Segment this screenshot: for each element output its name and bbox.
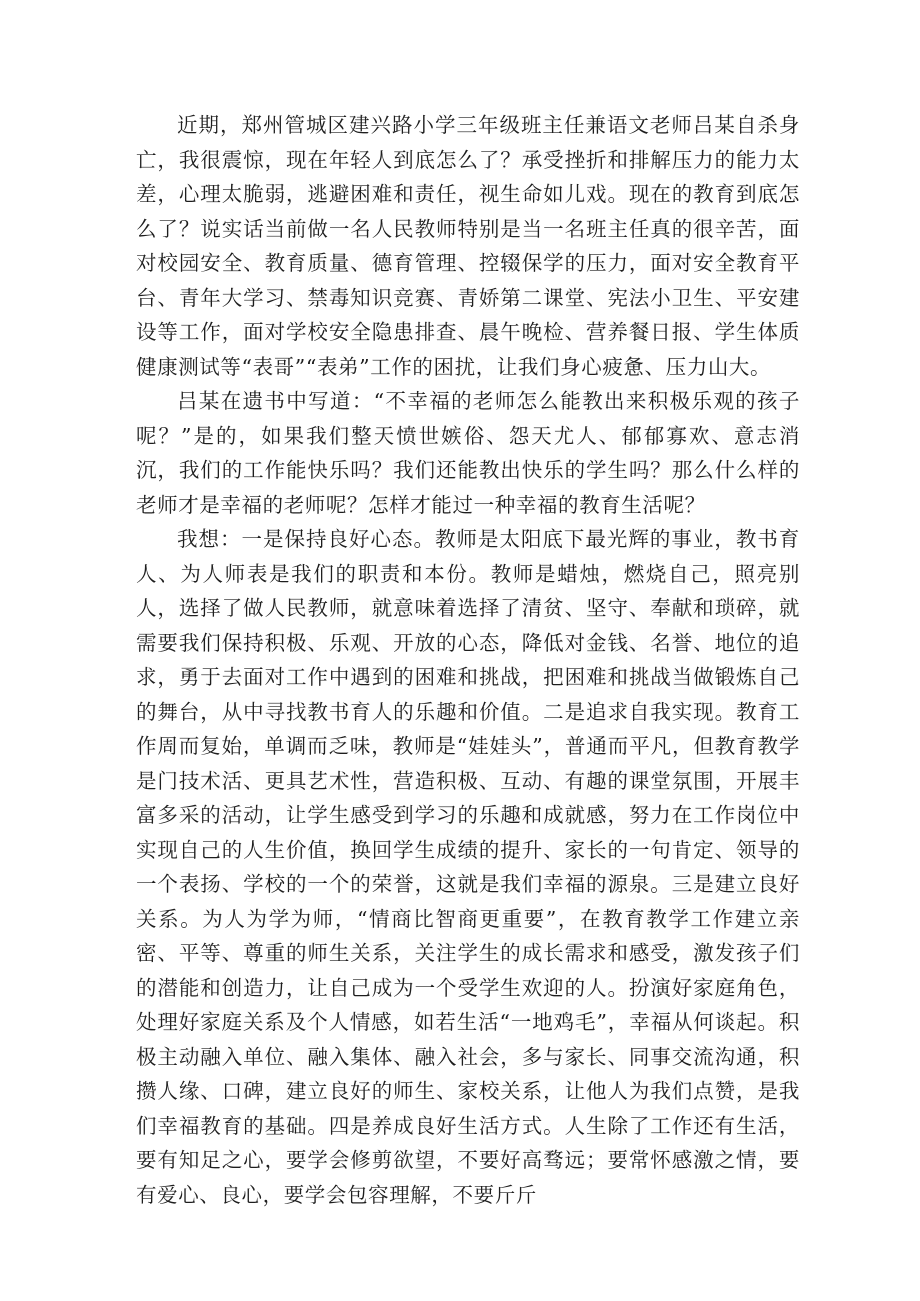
paragraph-2: 吕某在遗书中写道：“不幸福的老师怎么能教出来积极乐观的孩子呢？”是的，如果我们整天愤世嫉俗、怨天尤人、郁郁寡欢、意志消沉，我们的工作能快乐吗？我们还能教出快乐的学生吗？那么什么样的老师才是幸福的老师呢？怎样才能过一种幸福的教育生活呢？ <box>136 389 800 517</box>
paragraph-1: 近期，郑州管城区建兴路小学三年级班主任兼语文老师吕某自杀身亡，我很震惊，现在年轻人到底怎么了？承受挫折和排解压力的能力太差，心理太脆弱，逃避困难和责任，视生命如儿戏。现在的教育到底怎么了？说实话当前做一名人民教师特别是当一名班主任真的很辛苦，面对校园安全、教育质量、德育管理、控辍保学的压力，面对安全教育平台、青年大学习、禁毒知识竞赛、青娇第二课堂、宪法小卫生、平安建设等工作，面对学校安全隐患排查、晨午晚检、营养餐日报、学生体质健康测试等“表哥”“表弟”工作的困扰，让我们身心疲惫、压力山大。 <box>136 113 800 379</box>
paragraph-3: 我想：一是保持良好心态。教师是太阳底下最光辉的事业，教书育人、为人师表是我们的职责和本份。教师是蜡烛，燃烧自己，照亮别人，选择了做人民教师，就意味着选择了清贫、坚守、奉献和琐碎，就需要我们保持积极、乐观、开放的心态，降低对金钱、名誉、地位的追求，勇于去面对工作中遇到的困难和挑战，把困难和挑战当做锻炼自己的舞台，从中寻找教书育人的乐趣和价值。二是追求自我实现。教育工作周而复始，单调而乏味，教师是“娃娃头”，普通而平凡，但教育教学是门技术活、更具艺术性，营造积极、互动、有趣的课堂氛围，开展丰富多采的活动，让学生感受到学习的乐趣和成就感，努力在工作岗位中实现自己的人生价值，换回学生成绩的提升、家长的一句肯定、领导的一个表扬、学校的一个的荣誉，这就是我们幸福的源泉。三是建立良好关系。为人为学为师，“情商比智商更重要”，在教育教学工作建立亲密、平等、尊重的师生关系，关注学生的成长需求和感受，激发孩子们的潜能和创造力，让自己成为一个受学生欢迎的人。扮演好家庭角色，处理好家庭关系及个人情感，如若生活“一地鸡毛”，幸福从何谈起。积极主动融入单位、融入集体、融入社会，多与家长、同事交流沟通，积攒人缘、口碑，建立良好的师生、家校关系，让他人为我们点赞，是我们幸福教育的基础。四是养成良好生活方式。人生除了工作还有生活，要有知足之心，要学会修剪欲望，不要好高骛远；要常怀感激之情，要有爱心、良心，要学会包容理解，不要斤斤 <box>136 527 800 1207</box>
document-body <box>136 108 800 1212</box>
